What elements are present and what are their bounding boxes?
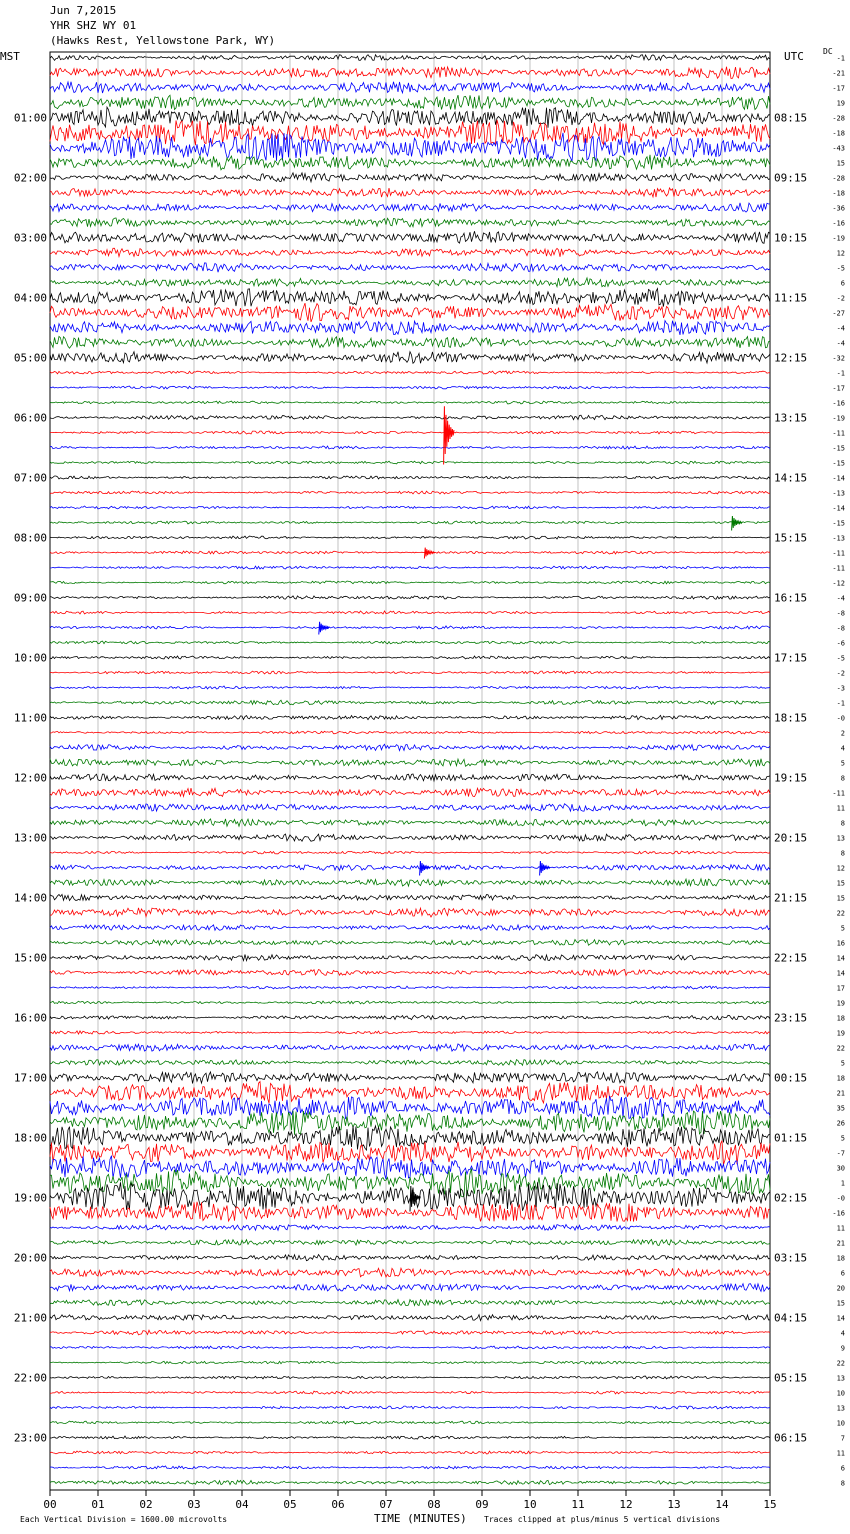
x-tick-label-13: 13 [667, 1498, 681, 1511]
trace-37 [50, 611, 770, 614]
trace-9 [50, 188, 770, 197]
trace-83 [50, 1300, 770, 1306]
dc-offset-33: -11 [832, 549, 845, 558]
utc-label-12: 20:15 [774, 831, 808, 845]
dc-offset-49: -11 [832, 789, 845, 798]
dc-offset-9: -18 [832, 189, 845, 198]
dc-offset-3: 19 [836, 99, 845, 108]
dc-offset-56: 15 [836, 894, 845, 903]
dc-offset-78: 11 [836, 1224, 845, 1233]
dc-offset-32: -13 [832, 534, 845, 543]
mst-label-1: 02:00 [13, 171, 47, 185]
dc-offset-52: 13 [836, 834, 845, 843]
mst-label-21: 22:00 [13, 1371, 47, 1385]
dc-offset-1: -21 [832, 69, 845, 78]
x-tick-label-15: 15 [763, 1498, 777, 1511]
trace-34 [50, 566, 770, 569]
dc-offset-43: -1 [836, 699, 845, 708]
dc-offset-40: -5 [836, 654, 845, 663]
trace-32 [50, 536, 770, 539]
trace-58 [50, 925, 770, 931]
trace-91 [50, 1421, 770, 1424]
trace-42 [50, 686, 770, 689]
trace-85 [50, 1330, 770, 1335]
dc-offset-70: 35 [836, 1104, 845, 1113]
trace-36 [50, 596, 770, 599]
x-tick-label-1: 01 [91, 1498, 105, 1511]
dc-offset-46: 4 [840, 744, 845, 753]
trace-81 [50, 1268, 770, 1277]
trace-67 [50, 1060, 770, 1066]
event-5 [540, 861, 550, 876]
dc-offset-48: 8 [840, 774, 845, 783]
trace-33 [50, 551, 770, 554]
trace-55 [50, 879, 770, 886]
x-tick-label-6: 06 [331, 1498, 345, 1511]
mst-label-5: 06:00 [13, 411, 47, 425]
trace-53 [50, 851, 770, 854]
utc-label-5: 13:15 [774, 411, 808, 425]
dc-offset-64: 18 [836, 1014, 845, 1023]
dc-offset-39: -6 [836, 639, 845, 648]
trace-4 [50, 107, 770, 128]
trace-25 [50, 431, 770, 434]
trace-13 [50, 248, 770, 256]
left-timezone-label: MST [0, 50, 20, 63]
dc-offset-16: -2 [836, 294, 845, 303]
trace-51 [50, 819, 770, 826]
dc-offset-84: 14 [836, 1314, 845, 1323]
dc-offset-23: -16 [832, 399, 845, 408]
dc-offset-13: 12 [836, 249, 845, 258]
dc-offset-59: 16 [836, 939, 845, 948]
dc-offset-14: -5 [836, 264, 845, 273]
trace-64 [50, 1015, 770, 1019]
trace-43 [50, 700, 770, 705]
dc-offset-88: 13 [836, 1374, 845, 1383]
dc-offset-26: -15 [832, 444, 845, 453]
trace-0 [50, 55, 770, 61]
event-1 [732, 516, 742, 531]
utc-label-18: 02:15 [774, 1191, 808, 1205]
utc-label-3: 11:15 [774, 291, 808, 305]
scale-note: Each Vertical Division = 1600.00 microvolts [20, 1515, 228, 1524]
mst-label-15: 16:00 [13, 1011, 47, 1025]
header-date: Jun 7,2015 [50, 4, 117, 17]
trace-52 [50, 834, 770, 841]
trace-61 [50, 969, 770, 975]
x-tick-label-14: 14 [715, 1498, 729, 1511]
trace-28 [50, 476, 770, 479]
mst-label-9: 10:00 [13, 651, 47, 665]
dc-offset-37: -8 [836, 609, 845, 618]
utc-label-15: 23:15 [774, 1011, 808, 1025]
trace-63 [50, 1001, 770, 1004]
utc-label-17: 01:15 [774, 1131, 808, 1145]
utc-label-20: 04:15 [774, 1311, 808, 1325]
dc-offset-31: -15 [832, 519, 845, 528]
trace-89 [50, 1391, 770, 1394]
trace-30 [50, 506, 770, 509]
mst-hour-labels [14, 112, 47, 1445]
x-tick-label-7: 07 [379, 1498, 393, 1511]
trace-14 [50, 263, 770, 272]
trace-69 [50, 1082, 770, 1104]
mst-label-6: 07:00 [13, 471, 47, 485]
trace-92 [50, 1436, 770, 1439]
dc-offset-21: -1 [836, 369, 845, 378]
dc-offset-18: -4 [836, 324, 845, 333]
event-4 [420, 861, 430, 876]
mst-label-16: 17:00 [13, 1071, 47, 1085]
dc-offset-80: 18 [836, 1254, 845, 1263]
trace-40 [50, 656, 770, 659]
trace-6 [50, 133, 770, 162]
x-tick-label-5: 05 [283, 1498, 297, 1511]
dc-offset-89: 10 [836, 1389, 845, 1398]
mst-label-14: 15:00 [13, 951, 47, 965]
trace-29 [50, 491, 770, 494]
trace-26 [50, 446, 770, 449]
dc-offset-81: 6 [840, 1269, 845, 1278]
dc-offset-6: -43 [832, 144, 845, 153]
dc-offset-2: -17 [832, 84, 845, 93]
trace-20 [50, 352, 770, 364]
utc-hour-labels [774, 112, 807, 1445]
trace-19 [50, 336, 770, 348]
x-tick-label-8: 08 [427, 1498, 441, 1511]
dc-offset-22: -17 [832, 384, 845, 393]
dc-offset-47: 5 [840, 759, 845, 768]
trace-44 [50, 715, 770, 719]
mst-label-0: 01:00 [13, 111, 47, 125]
trace-23 [50, 401, 770, 404]
dc-offset-76: -0 [836, 1194, 845, 1203]
trace-68 [50, 1072, 770, 1084]
dc-offset-29: -13 [832, 489, 845, 498]
dc-offset-30: -14 [832, 504, 845, 513]
dc-offset-50: 11 [836, 804, 845, 813]
dc-offset-79: 21 [836, 1239, 845, 1248]
trace-16 [50, 289, 770, 307]
dc-offset-68: 18 [836, 1074, 845, 1083]
dc-offset-20: -32 [832, 354, 845, 363]
dc-offset-41: -2 [836, 669, 845, 678]
minute-gridlines [98, 52, 722, 1490]
trace-27 [50, 461, 770, 464]
dc-offset-55: 15 [836, 879, 845, 888]
trace-59 [50, 940, 770, 946]
trace-95 [50, 1480, 770, 1484]
trace-56 [50, 894, 770, 900]
dc-offset-67: 5 [840, 1059, 845, 1068]
seismic-traces [50, 55, 770, 1485]
trace-46 [50, 744, 770, 750]
trace-70 [50, 1096, 770, 1119]
x-tick-label-0: 00 [43, 1498, 57, 1511]
trace-79 [50, 1240, 770, 1246]
trace-11 [50, 218, 770, 227]
dc-offset-92: 7 [840, 1434, 845, 1443]
dc-offset-85: 4 [840, 1329, 845, 1338]
trace-45 [50, 731, 770, 734]
dc-offset-0: -1 [836, 54, 845, 63]
header-station: YHR SHZ WY 01 [50, 19, 137, 32]
trace-12 [50, 231, 770, 243]
dc-offset-28: -14 [832, 474, 845, 483]
trace-54 [50, 865, 770, 871]
dc-offset-12: -19 [832, 234, 845, 243]
mst-label-3: 04:00 [13, 291, 47, 305]
dc-offset-17: -27 [832, 309, 845, 318]
x-axis-ticks [43, 1490, 776, 1511]
dc-offset-42: -3 [836, 684, 845, 693]
dc-offset-27: -15 [832, 459, 845, 468]
trace-60 [50, 955, 770, 961]
utc-label-16: 00:15 [774, 1071, 808, 1085]
dc-offset-95: 8 [840, 1479, 845, 1488]
mst-label-7: 08:00 [13, 531, 47, 545]
mst-label-20: 21:00 [13, 1311, 47, 1325]
trace-7 [50, 155, 770, 170]
dc-offset-71: 26 [836, 1119, 845, 1128]
trace-65 [50, 1031, 770, 1034]
trace-94 [50, 1466, 770, 1469]
dc-offset-93: 11 [836, 1449, 845, 1458]
dc-offset-53: 8 [840, 849, 845, 858]
dc-offset-54: 12 [836, 864, 845, 873]
trace-50 [50, 804, 770, 811]
dc-offset-labels [832, 55, 845, 1488]
trace-66 [50, 1044, 770, 1051]
event-0 [444, 406, 454, 464]
dc-offset-61: 14 [836, 969, 845, 978]
x-tick-label-3: 03 [187, 1498, 201, 1511]
utc-label-19: 03:15 [774, 1251, 808, 1265]
dc-offset-35: -12 [832, 579, 845, 588]
utc-label-6: 14:15 [774, 471, 808, 485]
header-location: (Hawks Rest, Yellowstone Park, WY) [50, 34, 276, 47]
x-tick-label-10: 10 [523, 1498, 537, 1511]
utc-label-0: 08:15 [774, 111, 808, 125]
x-axis-title: TIME (MINUTES) [374, 1512, 467, 1525]
trace-48 [50, 774, 770, 781]
mst-label-2: 03:00 [13, 231, 47, 245]
trace-87 [50, 1361, 770, 1364]
dc-offset-24: -19 [832, 414, 845, 423]
event-6 [410, 1186, 420, 1212]
dc-offset-63: 19 [836, 999, 845, 1008]
dc-offset-36: -4 [836, 594, 845, 603]
trace-21 [50, 371, 770, 374]
trace-90 [50, 1406, 770, 1409]
dc-offset-15: 6 [840, 279, 845, 288]
trace-57 [50, 908, 770, 917]
trace-86 [50, 1346, 770, 1349]
dc-offset-8: -28 [832, 174, 845, 183]
dc-offset-44: -0 [836, 714, 845, 723]
dc-offset-72: 5 [840, 1134, 845, 1143]
trace-88 [50, 1376, 770, 1379]
mst-label-19: 20:00 [13, 1251, 47, 1265]
mst-label-22: 23:00 [13, 1431, 47, 1445]
utc-label-21: 05:15 [774, 1371, 808, 1385]
dc-offset-7: 15 [836, 159, 845, 168]
dc-offset-74: 30 [836, 1164, 845, 1173]
utc-label-8: 16:15 [774, 591, 808, 605]
dc-offset-57: 22 [836, 909, 845, 918]
trace-49 [50, 788, 770, 797]
plot-frame [50, 52, 770, 1490]
mst-label-18: 19:00 [13, 1191, 47, 1205]
dc-offset-34: -11 [832, 564, 845, 573]
trace-47 [50, 759, 770, 767]
mst-label-8: 09:00 [13, 591, 47, 605]
dc-offset-4: -28 [832, 114, 845, 123]
dc-offset-62: 17 [836, 984, 845, 993]
dc-offset-82: 20 [836, 1284, 845, 1293]
dc-offset-91: 10 [836, 1419, 845, 1428]
mst-label-12: 13:00 [13, 831, 47, 845]
trace-38 [50, 626, 770, 629]
trace-15 [50, 278, 770, 287]
mst-label-4: 05:00 [13, 351, 47, 365]
trace-78 [50, 1225, 770, 1231]
dc-offset-73: -7 [836, 1149, 845, 1158]
dc-offset-45: 2 [840, 729, 845, 738]
mst-label-13: 14:00 [13, 891, 47, 905]
x-tick-label-12: 12 [619, 1498, 633, 1511]
dc-offset-58: 5 [840, 924, 845, 933]
dc-offset-77: -16 [832, 1209, 845, 1218]
utc-label-1: 09:15 [774, 171, 808, 185]
trace-41 [50, 671, 770, 674]
dc-offset-11: -16 [832, 219, 845, 228]
dc-offset-66: 22 [836, 1044, 845, 1053]
dc-offset-75: 1 [840, 1179, 845, 1188]
trace-62 [50, 986, 770, 989]
utc-label-2: 10:15 [774, 231, 808, 245]
dc-column-label: DC [823, 47, 833, 56]
trace-8 [50, 173, 770, 182]
dc-offset-83: 15 [836, 1299, 845, 1308]
trace-84 [50, 1315, 770, 1321]
dc-offset-10: -36 [832, 204, 845, 213]
dc-offset-60: 14 [836, 954, 845, 963]
x-tick-label-11: 11 [571, 1498, 585, 1511]
dc-offset-19: -4 [836, 339, 845, 348]
utc-label-10: 18:15 [774, 711, 808, 725]
mst-label-17: 18:00 [13, 1131, 47, 1145]
dc-offset-94: 6 [840, 1464, 845, 1473]
trace-2 [50, 82, 770, 93]
trace-18 [50, 321, 770, 335]
trace-31 [50, 521, 770, 524]
utc-label-13: 21:15 [774, 891, 808, 905]
trace-93 [50, 1451, 770, 1454]
trace-35 [50, 581, 770, 584]
trace-1 [50, 67, 770, 79]
utc-label-14: 22:15 [774, 951, 808, 965]
trace-22 [50, 386, 770, 389]
dc-offset-65: 19 [836, 1029, 845, 1038]
dc-offset-87: 22 [836, 1359, 845, 1368]
trace-3 [50, 95, 770, 110]
dc-offset-90: 13 [836, 1404, 845, 1413]
trace-10 [50, 203, 770, 212]
utc-label-22: 06:15 [774, 1431, 808, 1445]
right-timezone-label: UTC [784, 50, 804, 63]
x-tick-label-9: 09 [475, 1498, 489, 1511]
utc-label-9: 17:15 [774, 651, 808, 665]
dc-offset-5: -18 [832, 129, 845, 138]
x-tick-label-2: 02 [139, 1498, 153, 1511]
utc-label-11: 19:15 [774, 771, 808, 785]
utc-label-7: 15:15 [774, 531, 808, 545]
x-tick-label-4: 04 [235, 1498, 249, 1511]
dc-offset-51: 8 [840, 819, 845, 828]
dc-offset-86: 9 [840, 1344, 845, 1353]
utc-label-4: 12:15 [774, 351, 808, 365]
mst-label-10: 11:00 [13, 711, 47, 725]
dc-offset-25: -11 [832, 429, 845, 438]
trace-80 [50, 1255, 770, 1261]
trace-17 [50, 303, 770, 322]
dc-offset-38: -8 [836, 624, 845, 633]
trace-82 [50, 1284, 770, 1292]
trace-24 [50, 415, 770, 420]
mst-label-11: 12:00 [13, 771, 47, 785]
dc-offset-69: 21 [836, 1089, 845, 1098]
trace-39 [50, 641, 770, 644]
clip-note: Traces clipped at plus/minus 5 vertical divisions [484, 1515, 721, 1524]
